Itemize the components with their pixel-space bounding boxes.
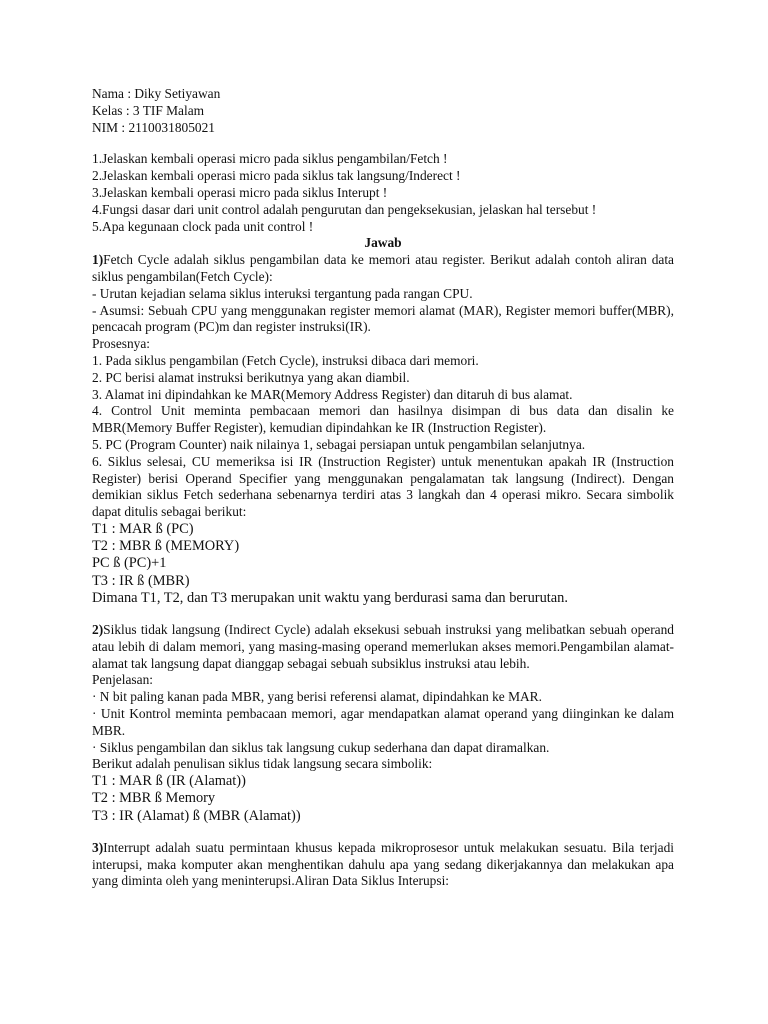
student-name: Nama : Diky Setiyawan [92,86,221,101]
spacer [92,607,674,622]
question-5: 5.Apa kegunaan clock pada unit control ! [92,218,314,234]
answer-1-step-6: 6. Siklus selesai, CU memeriksa isi IR (Instruction Register) untuk menentukan apakah IR (Instruction Register) berisi Operand Specifier yang menggunakan pengalamatan tak langsung (Indirect). Dengan demikian siklus Fetch sederhana sebenarnya terdiri atas 3 langkah dan 4 operasi mikro. Secara simbolik dapat ditulis sebagai berikut: [92,453,674,520]
answer-1-step-4: 4. Control Unit meminta pembacaan memori dan hasilnya disimpan di bus data dan disalin ke MBR(Memory Buffer Register), kemudian dipindahkan ke IR (Instruction Register). [92,403,674,436]
answer-1-intro: 1)Fetch Cycle adalah siklus pengambilan data ke memori atau register. Berikut adalah contoh aliran data siklus pengambilan(Fetch Cycle): [92,252,674,284]
answer-2-symbolic-3: T3 : IR (Alamat) ß (MBR (Alamat)) [92,807,301,824]
answer-heading: Jawab [364,235,402,251]
answer-1-bullet-1: - Urutan kejadian selama siklus interuksi tergantung pada rangan CPU. [92,285,473,301]
question-2: 2.Jelaskan kembali operasi micro pada siklus tak langsung/Inderect ! [92,168,461,184]
answer-3-number: 3) [92,839,104,855]
answer-1-step-5: 5. PC (Program Counter) naik nilainya 1, sebagai persiapan untuk pengambilan selanjutnya. [92,436,586,452]
answer-2-symbolic-label: Berikut adalah penulisan siklus tidak langsung secara simbolik: [92,756,433,772]
answer-2-point-3: · Siklus pengambilan dan siklus tak langsung cukup sederhana dan dapat diramalkan. [92,739,550,755]
answer-1-symbolic-2: T2 : MBR ß (MEMORY) [92,538,240,555]
spacer [92,825,674,840]
spacer [92,136,674,151]
answer-1-symbolic-4: T3 : IR ß (MBR) [92,572,190,589]
answer-2-point-2: · Unit Kontrol meminta pembacaan memori, agar mendapatkan alamat operand yang diinginkan ke dalam MBR. [92,705,674,738]
answer-1-number: 1) [92,252,104,268]
answer-2-number: 2) [92,621,104,637]
answer-1-step-3: 3. Alamat ini dipindahkan ke MAR(Memory Address Register) dan ditaruh di bus alamat. [92,386,573,402]
answer-1-bullet-2: - Asumsi: Sebuah CPU yang menggunakan register memori alamat (MAR), Register memori buffer(MBR), pencacah program (PC)m dan register instruksi(IR). [92,302,674,335]
answer-2-symbolic-2: T2 : MBR ß Memory [92,790,216,807]
answer-1-process-label: Prosesnya: [92,336,151,352]
question-1: 1.Jelaskan kembali operasi micro pada siklus pengambilan/Fetch ! [92,151,448,167]
answer-1-step-1: 1. Pada siklus pengambilan (Fetch Cycle), instruksi dibaca dari memori. [92,352,479,368]
answer-2-point-1: · N bit paling kanan pada MBR, yang berisi referensi alamat, dipindahkan ke MAR. [92,689,542,705]
answer-1-symbolic-1: T1 : MAR ß (PC) [92,520,194,537]
answer-2-intro: 2)Siklus tidak langsung (Indirect Cycle) adalah eksekusi sebuah instruksi yang melibatkan sebuah operand atau lebih di dalam memori, yang masing-masing operand memerlukan akses memori.Pengambilan alamat-alamat tak langsung dapat dianggap sebagai sebuah subsiklus instruksi atau lebih. [92,621,674,671]
answer-2-explanation-label: Penjelasan: [92,672,153,688]
student-class: Kelas : 3 TIF Malam [92,102,205,118]
answer-2-symbolic-1: T1 : MAR ß (IR (Alamat)) [92,773,246,790]
document-body [92,86,674,890]
question-3: 3.Jelaskan kembali operasi micro pada siklus Interupt ! [92,184,388,200]
question-4: 4.Fungsi dasar dari unit control adalah pengurutan dan pengeksekusian, jelaskan hal tersebut ! [92,201,597,217]
answer-1-closing: Dimana T1, T2, dan T3 merupakan unit waktu yang berdurasi sama dan berurutan. [92,589,568,606]
student-nim: NIM : 2110031805021 [92,119,215,135]
answer-3-intro: 3)Interrupt adalah suatu permintaan khusus kepada mikroprosesor untuk melakukan sesuatu. Bila terjadi interupsi, maka komputer akan menghentikan dahulu apa yang sedang dikerjakannya dan melakukan apa yang diminta oleh yang meninterupsi.Aliran Data Siklus Interupsi: [92,839,674,889]
answer-1-symbolic-3: PC ß (PC)+1 [92,555,167,572]
answer-1-step-2: 2. PC berisi alamat instruksi berikutnya yang akan diambil. [92,369,410,385]
